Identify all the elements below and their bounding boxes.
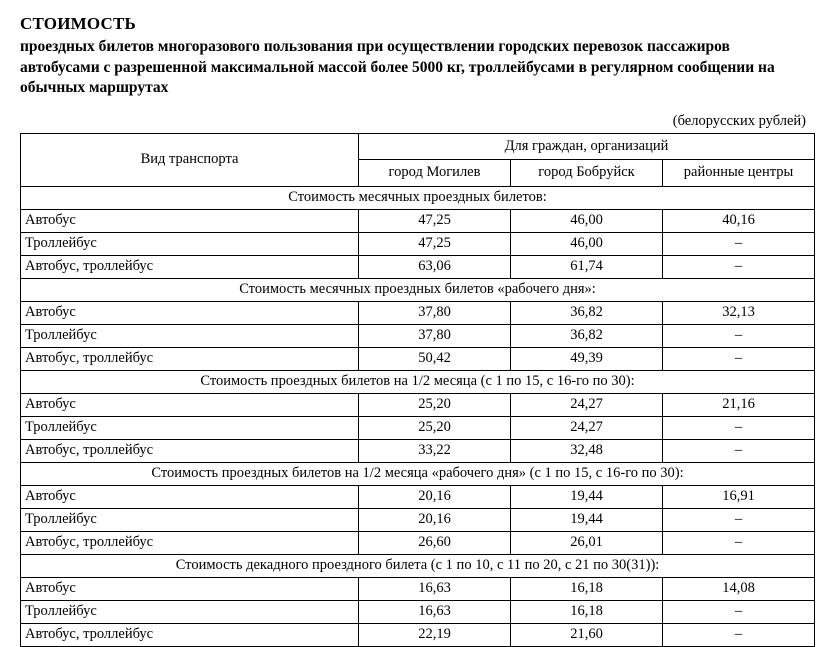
section-header-row — [21, 554, 815, 577]
row-label: Троллейбус — [21, 508, 359, 531]
cell-regional: 14,08 — [663, 577, 815, 600]
cell-bobruisk: 36,82 — [511, 324, 663, 347]
row-label: Автобус, троллейбус — [21, 531, 359, 554]
row-label: Автобус — [21, 577, 359, 600]
table-header — [21, 133, 815, 186]
cell-regional: 16,91 — [663, 485, 815, 508]
row-label: Автобус — [21, 485, 359, 508]
table-row — [21, 347, 815, 370]
table-row — [21, 485, 815, 508]
cell-bobruisk: 36,82 — [511, 301, 663, 324]
row-label: Автобус, троллейбус — [21, 255, 359, 278]
cell-bobruisk: 24,27 — [511, 416, 663, 439]
table-row — [21, 531, 815, 554]
column-header-for-citizens: Для граждан, организаций — [359, 133, 815, 159]
section-header-row — [21, 186, 815, 209]
cell-regional: – — [663, 324, 815, 347]
cell-mogilev: 20,16 — [359, 485, 511, 508]
cell-regional: – — [663, 416, 815, 439]
cell-mogilev: 16,63 — [359, 577, 511, 600]
cell-regional: – — [663, 439, 815, 462]
cell-regional: 40,16 — [663, 209, 815, 232]
cell-bobruisk: 26,01 — [511, 531, 663, 554]
column-header-bobruisk: город Бобруйск — [511, 159, 663, 186]
row-label: Троллейбус — [21, 416, 359, 439]
table-row — [21, 416, 815, 439]
cell-regional: – — [663, 232, 815, 255]
section-title: Стоимость месячных проездных билетов: — [21, 186, 815, 209]
section-title: Стоимость проездных билетов на 1/2 месяца «рабочего дня» (с 1 по 15, с 16-го по 30): — [21, 462, 815, 485]
cell-regional: 32,13 — [663, 301, 815, 324]
cell-mogilev: 26,60 — [359, 531, 511, 554]
table-row — [21, 439, 815, 462]
cell-mogilev: 47,25 — [359, 209, 511, 232]
section-title: Стоимость месячных проездных билетов «рабочего дня»: — [21, 278, 815, 301]
cell-bobruisk: 16,18 — [511, 600, 663, 623]
section-header-row — [21, 462, 815, 485]
row-label: Автобус, троллейбус — [21, 347, 359, 370]
cell-bobruisk: 19,44 — [511, 485, 663, 508]
cell-mogilev: 16,63 — [359, 600, 511, 623]
cell-regional: – — [663, 255, 815, 278]
table-row — [21, 600, 815, 623]
row-label: Троллейбус — [21, 600, 359, 623]
cell-regional: – — [663, 508, 815, 531]
page-title: СТОИМОСТЬ — [20, 14, 136, 33]
table-row — [21, 209, 815, 232]
section-header-row — [21, 370, 815, 393]
section-title: Стоимость декадного проездного билета (с 1 по 10, с 11 по 20, с 21 по 30(31)): — [21, 554, 815, 577]
cell-mogilev: 37,80 — [359, 301, 511, 324]
row-label: Автобус, троллейбус — [21, 439, 359, 462]
section-header-row — [21, 278, 815, 301]
table-row — [21, 324, 815, 347]
table-body — [21, 186, 815, 646]
column-header-transport-type: Вид транспорта — [21, 133, 359, 186]
table-row — [21, 232, 815, 255]
cell-bobruisk: 24,27 — [511, 393, 663, 416]
cell-regional: – — [663, 623, 815, 646]
cell-mogilev: 63,06 — [359, 255, 511, 278]
row-label: Автобус — [21, 393, 359, 416]
cell-mogilev: 50,42 — [359, 347, 511, 370]
cell-bobruisk: 46,00 — [511, 232, 663, 255]
cell-mogilev: 20,16 — [359, 508, 511, 531]
cell-mogilev: 22,19 — [359, 623, 511, 646]
cell-mogilev: 47,25 — [359, 232, 511, 255]
table-row — [21, 577, 815, 600]
cell-bobruisk: 16,18 — [511, 577, 663, 600]
cell-bobruisk: 61,74 — [511, 255, 663, 278]
cell-bobruisk: 19,44 — [511, 508, 663, 531]
cell-mogilev: 37,80 — [359, 324, 511, 347]
row-label: Автобус — [21, 301, 359, 324]
row-label: Троллейбус — [21, 232, 359, 255]
cell-mogilev: 25,20 — [359, 416, 511, 439]
price-table — [20, 133, 815, 647]
cell-bobruisk: 46,00 — [511, 209, 663, 232]
cell-bobruisk: 21,60 — [511, 623, 663, 646]
cell-bobruisk: 49,39 — [511, 347, 663, 370]
column-header-regional: районные центры — [663, 159, 815, 186]
table-row — [21, 255, 815, 278]
table-row — [21, 623, 815, 646]
page-subtitle: проездных билетов многоразового пользования при осуществлении городских перевозок пассажиров автобусами с разрешенной максимальной массой более 5000 кг, троллейбусами в регулярном сообщении на обычных маршрутах — [20, 38, 775, 97]
row-label: Троллейбус — [21, 324, 359, 347]
cell-regional: – — [663, 347, 815, 370]
units-note: (белорусских рублей) — [672, 112, 806, 129]
cell-bobruisk: 32,48 — [511, 439, 663, 462]
table-row — [21, 393, 815, 416]
cell-mogilev: 33,22 — [359, 439, 511, 462]
cell-regional: – — [663, 531, 815, 554]
section-title: Стоимость проездных билетов на 1/2 месяца (с 1 по 15, с 16-го по 30): — [21, 370, 815, 393]
cell-regional: – — [663, 600, 815, 623]
cell-mogilev: 25,20 — [359, 393, 511, 416]
table-row — [21, 508, 815, 531]
row-label: Автобус — [21, 209, 359, 232]
cell-regional: 21,16 — [663, 393, 815, 416]
column-header-mogilev: город Могилев — [359, 159, 511, 186]
table-row — [21, 301, 815, 324]
row-label: Автобус, троллейбус — [21, 623, 359, 646]
